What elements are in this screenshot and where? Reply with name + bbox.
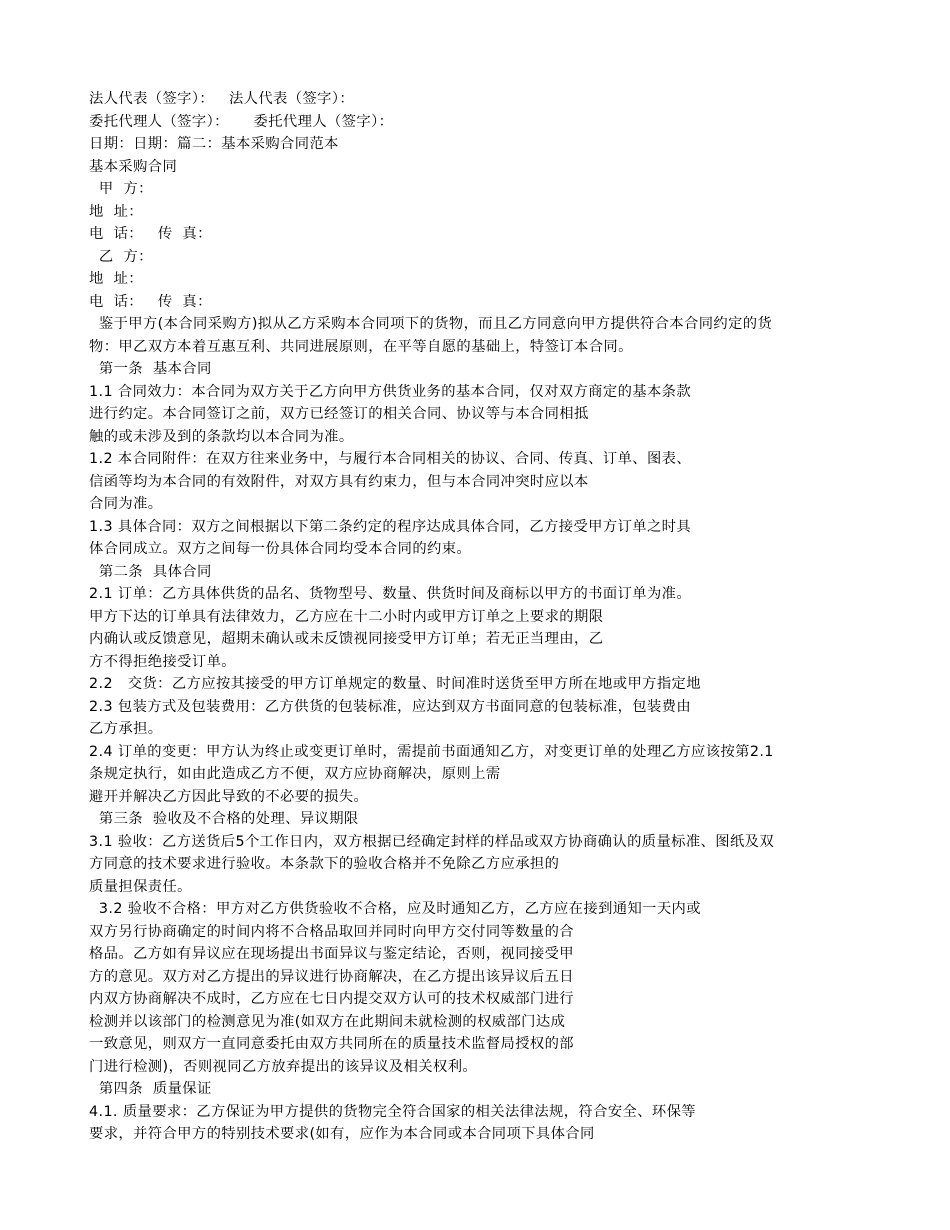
document-line: 双方另行协商确定的时间内将不合格品取回并同时向甲方交付同等数量的合 <box>89 923 574 940</box>
document-line: 体合同成立。双方之间每一份具体合同均受本合同的约束。 <box>89 541 472 557</box>
document-line: 1.3 具体合同：双方之间根据以下第二条约定的程序达成具体合同，乙方接受甲方订单之时具 <box>89 518 692 535</box>
document-line: 要求，并符合甲方的特别技术要求(如有，应作为本合同或本合同项下具体合同 <box>89 1126 595 1142</box>
document-line: 进行约定。本合同签订之前，双方已经签订的相关合同、协议等与本合同相抵 <box>89 406 589 422</box>
document-line: 检测并以该部门的检测意见为准(如双方在此期间未就检测的权威部门达成 <box>89 1013 566 1030</box>
document-line: 信函等均为本合同的有效附件，对双方具有约束力，但与本合同冲突时应以本 <box>89 473 589 490</box>
document-line: 内双方协商解决不成时，乙方应在七日内提交双方认可的技术权威部门进行 <box>89 991 574 1007</box>
document-line: 4.1. 质量要求：乙方保证为甲方提供的货物完全符合国家的相关法律法规，符合安全、环保等 <box>89 1103 696 1120</box>
document-line: 鉴于甲方(本合同采购方)拟从乙方采购本合同项下的货物，而且乙方同意向甲方提供符合本合同约定的货 <box>89 316 773 332</box>
document-line: 乙 方： <box>89 248 153 265</box>
document-line: 一致意见，则双方一直同意委托由双方共同所在的质量技术监督局授权的部 <box>89 1036 574 1052</box>
document-line: 地 址： <box>89 271 143 287</box>
document-line: 甲方下达的订单具有法律效力，乙方应在十二小时内或甲方订单之上要求的期限 <box>89 608 604 625</box>
document-line: 2.3 包装方式及包装费用：乙方供货的包装标准，应达到双方书面同意的包装标准，包装费由 <box>89 698 692 715</box>
document-line: 2.4 订单的变更：甲方认为终止或变更订单时，需提前书面通知乙方，对变更订单的处理乙方应该按第2.1 <box>89 743 774 760</box>
document-line: 物：甲乙双方本着互惠互利、共同进展原则，在平等自愿的基础上，特签订本合同。 <box>89 338 633 355</box>
document-line: 电 话： 传 真： <box>89 226 212 242</box>
document-line: 第三条 验收及不合格的处理、异议期限 <box>89 811 359 827</box>
document-line: 3.1 验收：乙方送货后5个工作日内，双方根据已经确定封样的样品或双方协商确认的质量标准、图纸及双 <box>89 833 775 850</box>
document-line: 日期：日期：篇二：基本采购合同范本 <box>89 136 339 152</box>
document-line: 合同为准。 <box>89 496 163 512</box>
document-line: 内确认或反馈意见，超期未确认或未反馈视同接受甲方订单；若无正当理由，乙 <box>89 631 604 647</box>
document-line: 格品。乙方如有异议应在现场提出书面异议与鉴定结论，否则，视同接受甲 <box>89 946 574 962</box>
document-line: 甲 方： <box>89 181 153 197</box>
document-line: 地 址： <box>89 203 143 220</box>
document-line: 方的意见。双方对乙方提出的异议进行协商解决，在乙方提出该异议后五日 <box>89 968 574 985</box>
document-line: 第一条 基本合同 <box>89 361 212 377</box>
document-line: 质量担保责任。 <box>89 878 192 895</box>
document-line: 基本采购合同 <box>89 158 178 175</box>
document-body <box>89 88 869 1146</box>
document-line: 方不得拒绝接受订单。 <box>89 653 236 670</box>
document-line: 触的或未涉及到的条款均以本合同为准。 <box>89 428 354 445</box>
document-line: 2.1 订单：乙方具体供货的品名、货物型号、数量、供货时间及商标以甲方的书面订单为准。 <box>89 586 692 602</box>
document-line: 1.2 本合同附件：在双方往来业务中，与履行本合同相关的协议、合同、传真、订单、图表、 <box>89 451 692 467</box>
document-line: 电 话： 传 真： <box>89 293 212 310</box>
document-line: 1.1 合同效力：本合同为双方关于乙方向甲方供货业务的基本合同，仅对双方商定的基本条款 <box>89 383 692 400</box>
document-line: 法人代表（签字）： 法人代表（签字）： <box>89 91 355 107</box>
document-line: 条规定执行，如由此造成乙方不便，双方应协商解决，原则上需 <box>89 766 501 782</box>
document-line: 第二条 具体合同 <box>89 563 212 580</box>
document-line: 3.2 验收不合格：甲方对乙方供货验收不合格，应及时通知乙方，乙方应在接到通知一天内或 <box>89 901 701 917</box>
document-line: 门进行检测)，否则视同乙方放弃提出的该异议及相关权利。 <box>89 1058 478 1075</box>
document-line: 避开并解决乙方因此导致的不必要的损失。 <box>89 788 369 805</box>
document-line: 委托代理人（签字）： 委托代理人（签字）： <box>89 113 394 130</box>
document-line: 第四条 质量保证 <box>89 1081 212 1097</box>
document-line: 2.2 交货：乙方应按其接受的甲方订单规定的数量、时间准时送货至甲方所在地或甲方指定地 <box>89 676 701 692</box>
document-line: 乙方承担。 <box>89 721 163 737</box>
document-line: 方同意的技术要求进行验收。本条款下的验收合格并不免除乙方应承担的 <box>89 856 560 872</box>
